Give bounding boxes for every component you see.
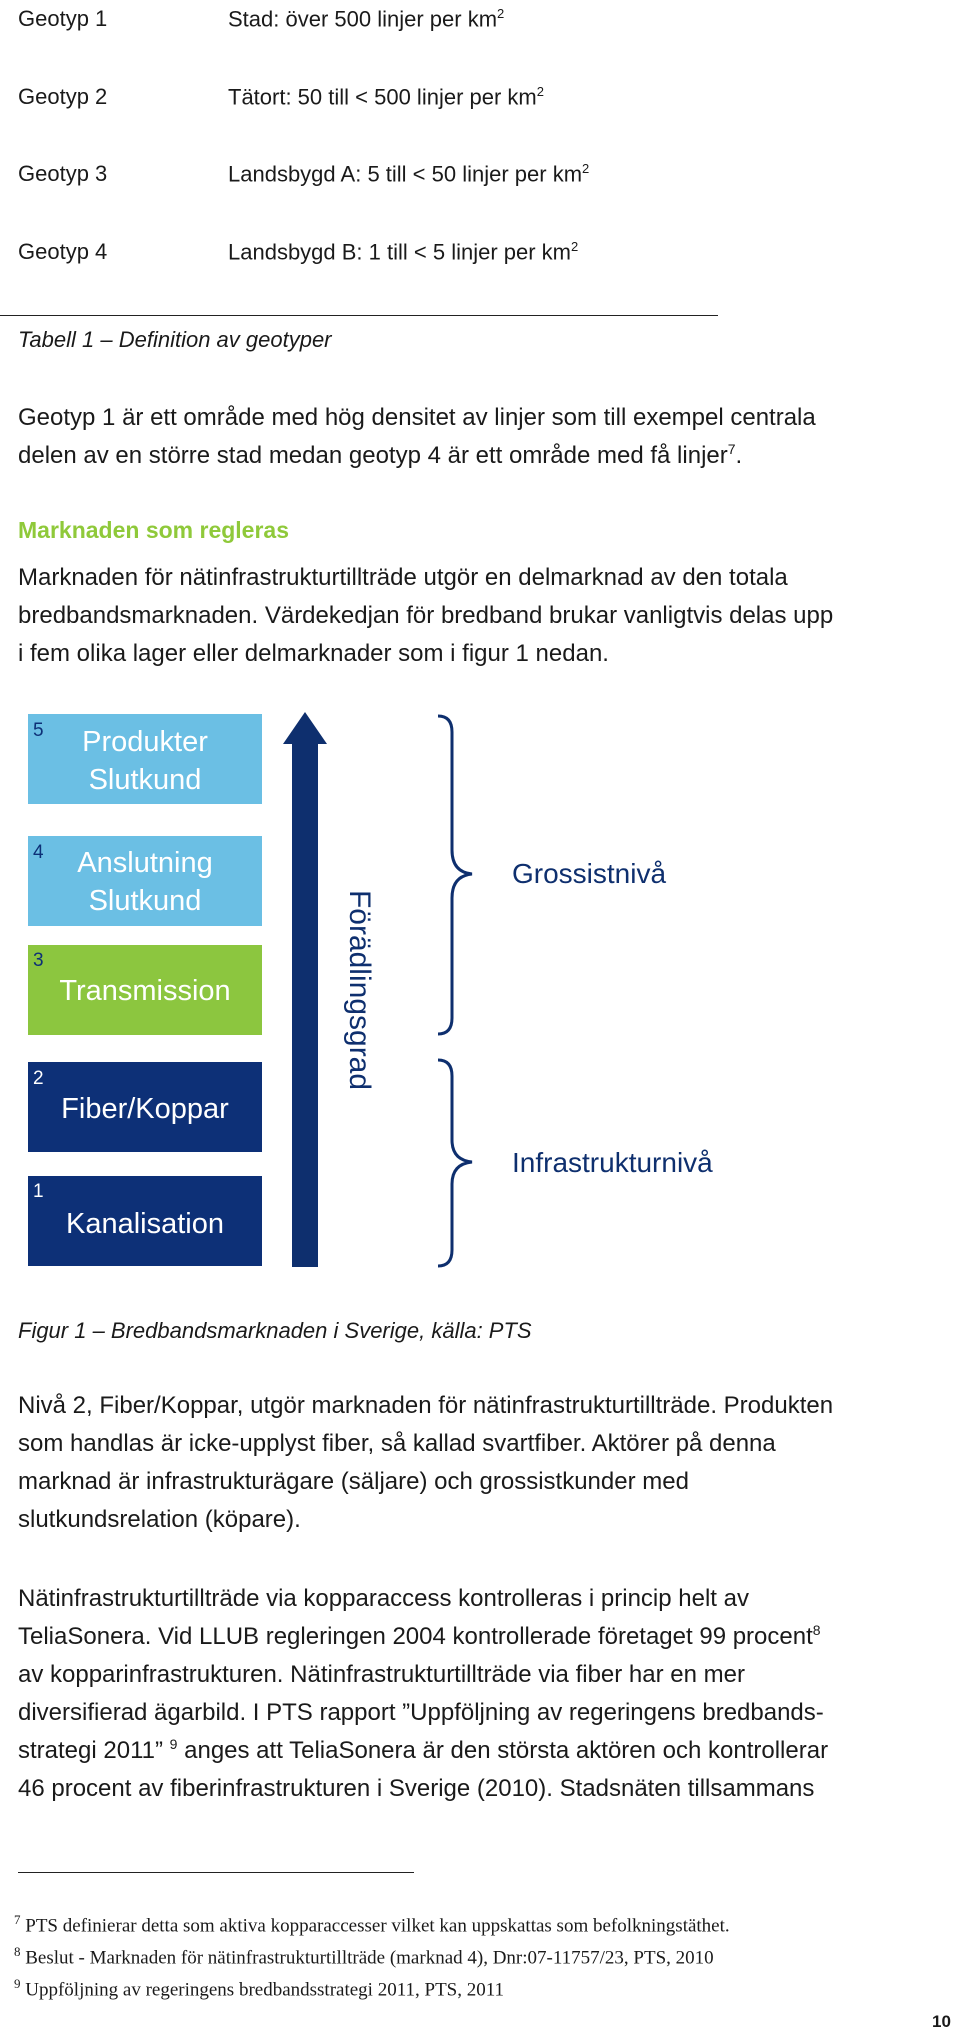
paragraph-fiber-market: [18, 1387, 948, 1539]
paragraph-line: delen av en större stad medan geotyp 4 är ett område med få linjer$^7$.: [18, 441, 743, 469]
layer-2-box: [28, 1062, 262, 1152]
svg-text:Slutkund: Slutkund: [88, 764, 202, 796]
paragraph-line: Nätinfrastrukturtillträde via kopparaccess kontrolleras i princip helt av: [18, 1585, 749, 1612]
section-heading: Marknaden som regleras: [18, 517, 290, 543]
infrastructure-level-label: Infrastrukturnivå: [512, 1147, 713, 1178]
footnote: $^9$ Uppföljning av regeringens bredbandsstrategi 2011, PTS, 2011: [14, 1976, 505, 2001]
arrow-label: Förädlingsgrad: [343, 889, 376, 1091]
paragraph-line: TeliaSonera. Vid LLUB regleringen 2004 kontrollerade företaget 99 procent$^8$: [18, 1622, 821, 1650]
geotype-name: Geotyp 2: [18, 84, 108, 109]
footnote-separator: [18, 1872, 414, 1873]
layer-1-box: [28, 1176, 262, 1266]
table-caption: Tabell 1 – Definition av geotyper: [18, 327, 332, 352]
footnote-ref: 7: [727, 441, 736, 457]
svg-text:Anslutning: Anslutning: [77, 847, 213, 879]
svg-text:Kanalisation: Kanalisation: [66, 1208, 224, 1240]
svg-text:5: 5: [33, 720, 44, 741]
table-bottom-rule: [0, 315, 718, 316]
paragraph-line: strategi 2011” $^9$ anges att TeliaSonera är den största aktören och kontrollerar: [18, 1736, 829, 1764]
paragraph-line: Geotyp 1 är ett område med hög densitet av linjer som till exempel centrala: [18, 404, 816, 431]
svg-text:3: 3: [33, 950, 44, 971]
paragraph-line: 46 procent av fiberinfrastrukturen i Sverige (2010). Stadsnäten tillsammans: [18, 1775, 815, 1802]
value-chain-figure: [0, 700, 800, 1280]
page-number: 10: [932, 2012, 951, 2031]
paragraph-line: i fem olika lager eller delmarknader som i figur 1 nedan.: [18, 640, 609, 667]
geotype-definition: Tätort: 50 till < 500 linjer per $km^2$: [228, 84, 544, 110]
paragraph-market: [18, 559, 948, 673]
value-arrow: [283, 712, 327, 1267]
layer-3-box: [28, 945, 262, 1035]
svg-text:Transmission: Transmission: [59, 975, 231, 1007]
paragraph-line: bredbandsmarknaden. Värdekedjan för bredband brukar vanligtvis delas upp: [18, 602, 834, 629]
lower-bracket: [438, 1060, 472, 1266]
geotype-definition: Landsbygd A: 5 till < 50 linjer per $km^2$: [228, 161, 590, 187]
figure-caption: Figur 1 – Bredbandsmarknaden i Sverige, källa: PTS: [18, 1318, 532, 1343]
svg-text:1: 1: [33, 1181, 44, 1202]
geotype-definition: Landsbygd B: 1 till < 5 linjer per $km^2$: [228, 239, 579, 265]
paragraph-line: diversifierad ägarbild. I PTS rapport ”Uppföljning av regeringens bredbands-: [18, 1699, 824, 1726]
svg-text:4: 4: [33, 842, 44, 863]
footnote-ref: 8: [812, 1622, 821, 1638]
layer-4-box: [28, 836, 262, 926]
svg-text:2: 2: [33, 1068, 44, 1089]
paragraph-geotypes: [18, 399, 948, 475]
paragraph-line: Marknaden för nätinfrastrukturtillträde utgör en delmarknad av den totala: [18, 564, 788, 591]
paragraph-line: som handlas är icke-upplyst fiber, så kallad svartfiber. Aktörer på denna: [18, 1430, 776, 1457]
footnote-ref: 9: [169, 1736, 178, 1752]
paragraph-ownership: [18, 1580, 948, 1808]
paragraph-line: Nivå 2, Fiber/Koppar, utgör marknaden för nätinfrastrukturtillträde. Produkten: [18, 1392, 834, 1419]
geotype-name: Geotyp 1: [18, 6, 108, 31]
wholesale-level-label: Grossistnivå: [512, 858, 667, 889]
svg-text:Produkter: Produkter: [82, 726, 208, 758]
paragraph-line: marknad är infrastrukturägare (säljare) och grossistkunder med: [18, 1468, 689, 1495]
layer-5-box: [28, 714, 262, 804]
footnote: $^8$ Beslut - Marknaden för nätinfrastrukturtillträde (marknad 4), Dnr:07-11757/23, PTS, 2010: [14, 1944, 714, 1969]
svg-text:Fiber/Koppar: Fiber/Koppar: [61, 1093, 229, 1125]
geotype-name: Geotyp 4: [18, 239, 108, 264]
footnote: $^7$ PTS definierar detta som aktiva kopparaccesser vilket kan uppskattas som befolkningstäthet.: [14, 1912, 730, 1937]
geotype-definition: Stad: över 500 linjer per $km^2$: [228, 6, 505, 32]
geotype-name: Geotyp 3: [18, 161, 108, 186]
paragraph-line: av kopparinfrastrukturen. Nätinfrastrukturtillträde via fiber har en mer: [18, 1661, 745, 1688]
svg-text:Slutkund: Slutkund: [88, 885, 202, 917]
paragraph-line: slutkundsrelation (köpare).: [18, 1506, 301, 1533]
upper-bracket: [438, 716, 472, 1034]
